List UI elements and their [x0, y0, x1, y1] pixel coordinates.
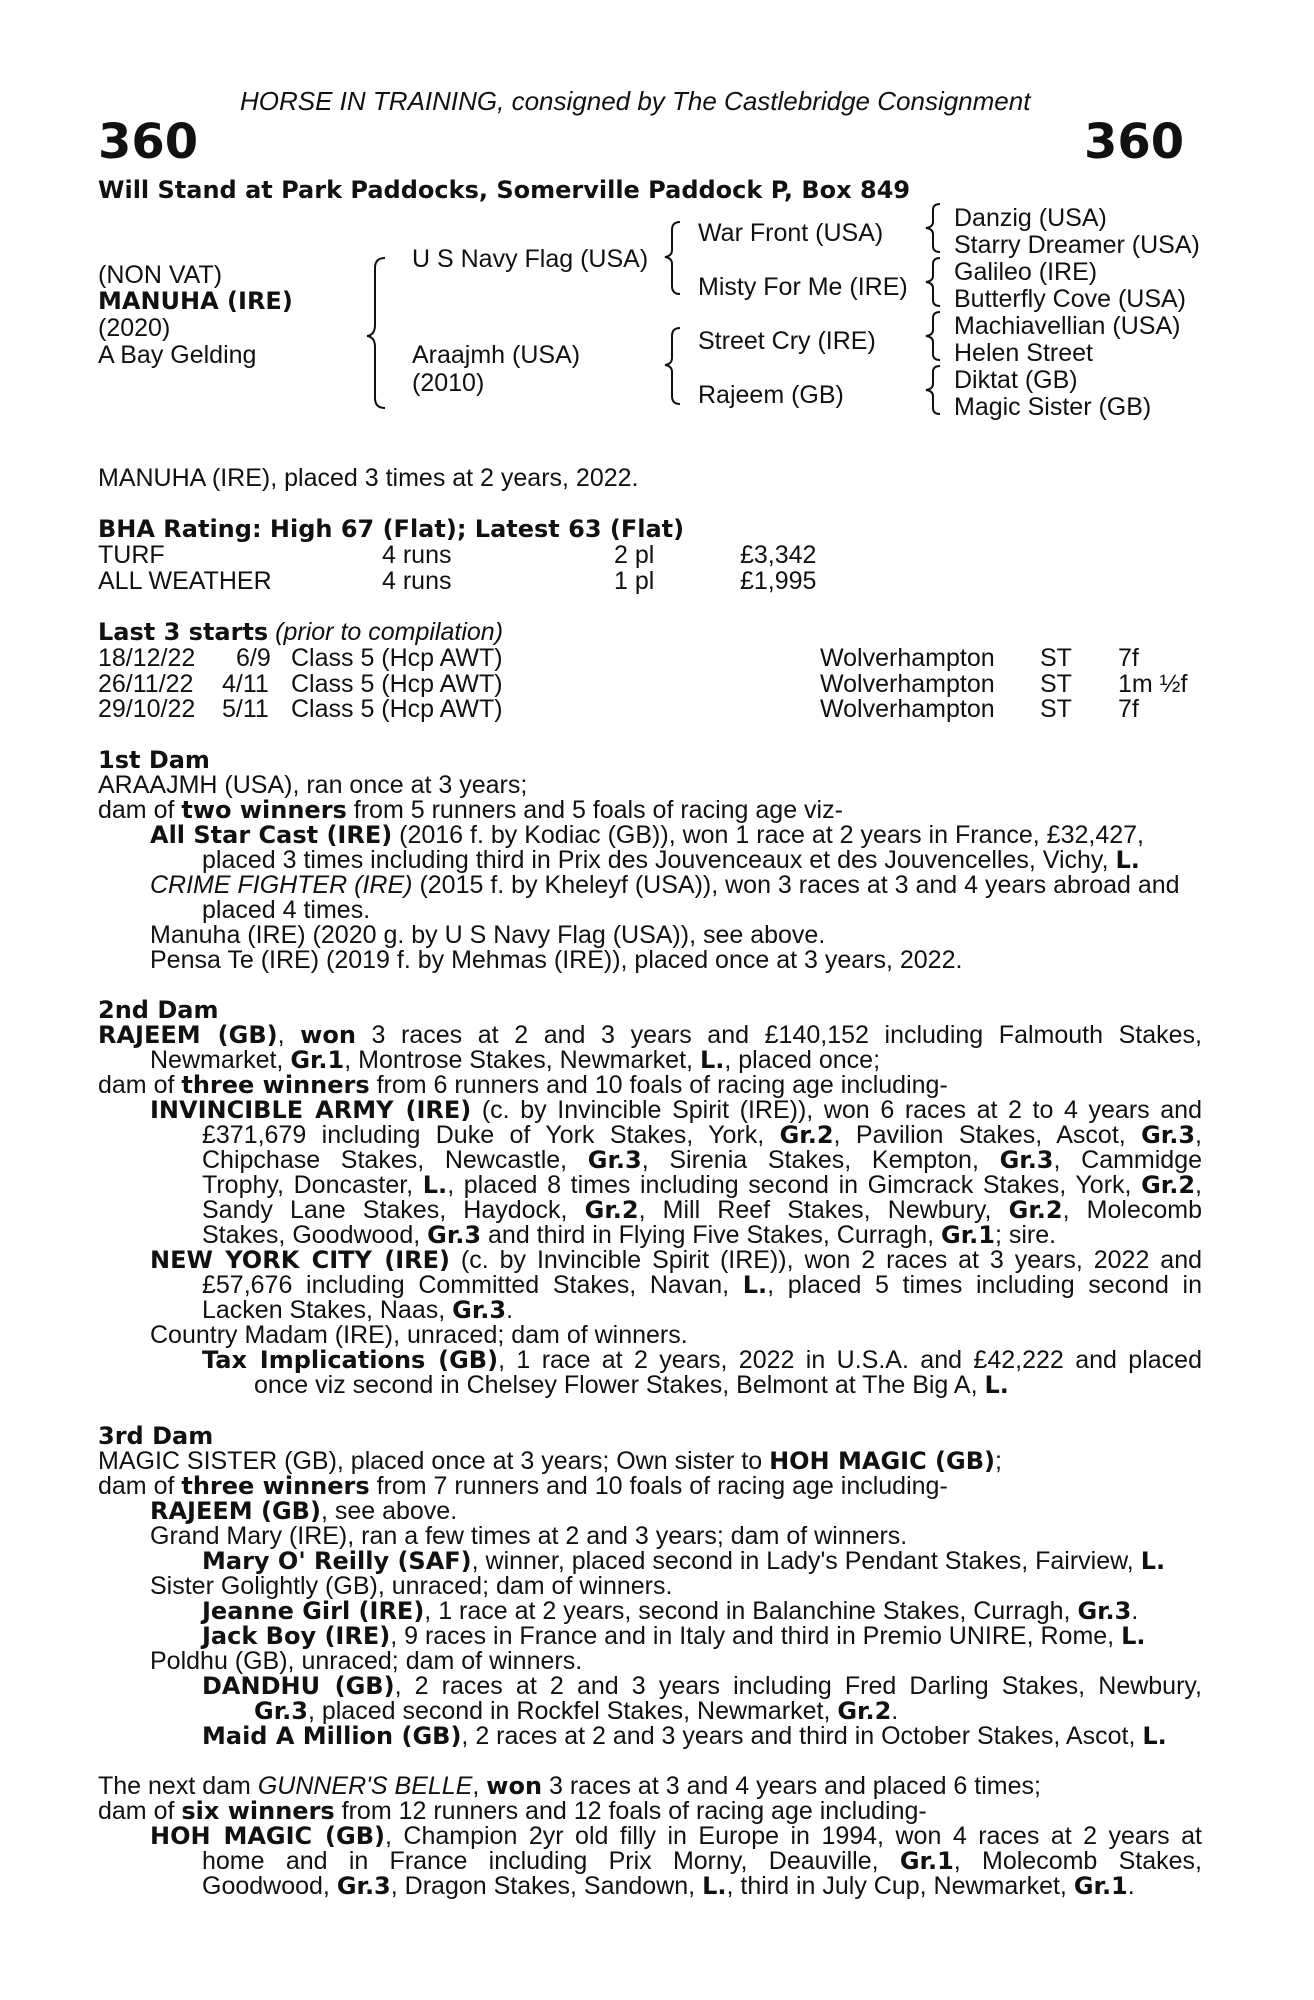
dam1-heading: 1st Dam	[98, 746, 210, 774]
start-course: Wolverhampton	[820, 695, 995, 723]
dam2-entry: Lacken Stakes, Naas, Gr.3.	[202, 1296, 514, 1324]
start-class: Class 5 (Hcp AWT)	[291, 695, 503, 723]
rating-runs: 4 runs	[382, 541, 452, 569]
dam4-entry: Goodwood, Gr.3, Dragon Stakes, Sandown, L., third in July Cup, Newmarket, Gr.1.	[202, 1872, 1135, 1900]
start-course: Wolverhampton	[820, 644, 995, 672]
horse-year: (2020)	[98, 314, 171, 342]
vat-status: (NON VAT)	[98, 261, 223, 289]
rating-placed: 1 pl	[614, 567, 655, 595]
dam3-entry: Grand Mary (IRE), ran a few times at 2 and 3 years; dam of winners.	[150, 1522, 908, 1550]
dam2-entry: Chipchase Stakes, Newcastle, Gr.3, Sirenia Stakes, Kempton, Gr.3, Cammidge	[202, 1146, 1203, 1174]
dam2-entry: Sandy Lane Stakes, Haydock, Gr.2, Mill Reef Stakes, Newbury, Gr.2, Molecomb	[202, 1196, 1202, 1224]
dam3-entry: Mary O' Reilly (SAF), winner, placed second in Lady's Pendant Stakes, Fairview, L.	[202, 1547, 1166, 1575]
pedigree-dam-dam: Rajeem (GB)	[698, 381, 844, 409]
dam4-entry: home and in France including Prix Morny, Deauville, Gr.1, Molecomb Stakes,	[202, 1847, 1202, 1875]
start-class: Class 5 (Hcp AWT)	[291, 644, 503, 672]
pedigree-dss: Machiavellian (USA)	[954, 312, 1181, 340]
start-distance: 7f	[1118, 644, 1139, 672]
start-date: 18/12/22	[98, 644, 196, 672]
dam1-line: ARAAJMH (USA), ran once at 3 years;	[98, 771, 528, 799]
page-subtitle: HORSE IN TRAINING, consigned by The Castlebridge Consignment	[240, 86, 1031, 116]
dam1-entry: placed 3 times including third in Prix des Jouvenceaux et des Jouvencelles, Vichy, L.	[202, 846, 1140, 874]
dam3-entry: Maid A Million (GB), 2 races at 2 and 3 years and third in October Stakes, Ascot, L.	[202, 1722, 1167, 1750]
dam2-entry: INVINCIBLE ARMY (IRE) (c. by Invincible Spirit (IRE)), won 6 races at 2 to 4 years and	[150, 1096, 1202, 1124]
lot-number-right: 360	[1084, 114, 1185, 170]
brace-sire	[665, 222, 680, 294]
horse-name: MANUHA (IRE)	[98, 287, 293, 315]
start-row	[0, 645, 1314, 671]
pedigree-ssd: Starry Dreamer (USA)	[954, 231, 1200, 259]
start-date: 26/11/22	[98, 670, 194, 698]
dam1-line: dam of two winners from 5 runners and 5 foals of racing age viz-	[98, 796, 843, 824]
rating-surface: TURF	[98, 541, 165, 569]
rating-row-turf	[0, 542, 1314, 568]
start-distance: 7f	[1118, 695, 1139, 723]
pedigree-sire: U S Navy Flag (USA)	[412, 245, 649, 273]
pedigree-dam-year: (2010)	[412, 369, 485, 397]
dam4-line: dam of six winners from 12 runners and 12 foals of racing age including-	[98, 1797, 927, 1825]
dam3-entry: DANDHU (GB), 2 races at 2 and 3 years including Fred Darling Stakes, Newbury,	[202, 1672, 1202, 1700]
dam2-entry: £57,676 including Committed Stakes, Navan, L., placed 5 times including second in	[202, 1271, 1202, 1299]
start-row	[0, 696, 1314, 722]
dam1-entry: All Star Cast (IRE) (2016 f. by Kodiac (GB)), won 1 race at 2 years in France, £32,427,	[150, 821, 1144, 849]
dam2-line: RAJEEM (GB), won 3 races at 2 and 3 years and £140,152 including Falmouth Stakes,	[98, 1021, 1202, 1049]
start-position: 4/11	[222, 670, 269, 698]
dam4-line: The next dam GUNNER'S BELLE, won 3 races at 3 and 4 years and placed 6 times;	[98, 1772, 1041, 1800]
pedigree-sire-dam: Misty For Me (IRE)	[698, 273, 908, 301]
pedigree-dam: Araajmh (USA)	[412, 341, 581, 369]
pedigree-sds: Galileo (IRE)	[954, 258, 1098, 286]
start-course: Wolverhampton	[820, 670, 995, 698]
start-position: 5/11	[222, 695, 269, 723]
dam2-entry: Country Madam (IRE), unraced; dam of winners.	[150, 1321, 688, 1349]
dam3-entry: Poldhu (GB), unraced; dam of winners.	[150, 1647, 583, 1675]
start-distance: 1m ½f	[1118, 670, 1188, 698]
rating-runs: 4 runs	[382, 567, 452, 595]
dam2-entry: NEW YORK CITY (IRE) (c. by Invincible Spirit (IRE)), won 2 races at 3 years, 2022 and	[150, 1246, 1203, 1274]
dam1-entry: Pensa Te (IRE) (2019 f. by Mehmas (IRE)), placed once at 3 years, 2022.	[150, 946, 963, 974]
rating-prize: £1,995	[740, 567, 817, 595]
bha-rating-heading: BHA Rating: High 67 (Flat); Latest 63 (Flat)	[98, 515, 685, 543]
last-starts-heading	[98, 619, 503, 645]
start-going: ST	[1040, 670, 1072, 698]
dam2-entry: Stakes, Goodwood, Gr.3 and third in Flying Five Stakes, Curragh, Gr.1; sire.	[202, 1221, 1057, 1249]
dam2-line: dam of three winners from 6 runners and 10 foals of racing age including-	[98, 1071, 948, 1099]
stand-location: Will Stand at Park Paddocks, Somerville Paddock P, Box 849	[98, 176, 911, 204]
dam2-entry: Tax Implications (GB), 1 race at 2 years, 2022 in U.S.A. and £42,222 and placed	[202, 1346, 1202, 1374]
brace-dd	[926, 366, 940, 414]
brace-dam	[665, 328, 680, 404]
pedigree-dsd: Helen Street	[954, 339, 1093, 367]
dam2-entry: £371,679 including Duke of York Stakes, York, Gr.2, Pavilion Stakes, Ascot, Gr.3,	[202, 1121, 1202, 1149]
dam2-entry: Trophy, Doncaster, L., placed 8 times including second in Gimcrack Stakes, York, Gr.2,	[202, 1171, 1202, 1199]
dam3-entry: RAJEEM (GB), see above.	[150, 1497, 458, 1525]
dam4-entry: HOH MAGIC (GB), Champion 2yr old filly in Europe in 1994, won 4 races at 2 years at	[150, 1822, 1202, 1850]
start-going: ST	[1040, 695, 1072, 723]
pedigree-sss: Danzig (USA)	[954, 204, 1107, 232]
brace-ds	[926, 312, 940, 360]
dam3-line: MAGIC SISTER (GB), placed once at 3 years; Own sister to HOH MAGIC (GB);	[98, 1447, 1002, 1475]
rating-surface: ALL WEATHER	[98, 567, 272, 595]
dam3-entry: Jack Boy (IRE), 9 races in France and in Italy and third in Premio UNIRE, Rome, L.	[202, 1622, 1146, 1650]
pedigree-dds: Diktat (GB)	[954, 366, 1078, 394]
brace-main	[367, 258, 385, 408]
start-date: 29/10/22	[98, 695, 196, 723]
dam3-line: dam of three winners from 7 runners and 10 foals of racing age including-	[98, 1472, 948, 1500]
dam1-entry: placed 4 times.	[202, 896, 371, 924]
start-class: Class 5 (Hcp AWT)	[291, 670, 503, 698]
pedigree-braces	[0, 0, 1314, 430]
pedigree-ddd: Magic Sister (GB)	[954, 393, 1152, 421]
pedigree-sire-sire: War Front (USA)	[698, 219, 884, 247]
pedigree-dam-sire: Street Cry (IRE)	[698, 327, 876, 355]
dam3-entry: Jeanne Girl (IRE), 1 race at 2 years, second in Balanchine Stakes, Curragh, Gr.3.	[202, 1597, 1139, 1625]
rating-row-aw	[0, 568, 1314, 594]
brace-sd	[926, 258, 940, 306]
start-going: ST	[1040, 644, 1072, 672]
dam2-heading: 2nd Dam	[98, 996, 219, 1024]
race-summary: MANUHA (IRE), placed 3 times at 2 years, 2022.	[98, 464, 639, 492]
brace-ss	[926, 204, 940, 252]
lot-number-left: 360	[98, 114, 199, 170]
dam3-entry: Sister Golightly (GB), unraced; dam of winners.	[150, 1572, 673, 1600]
rating-placed: 2 pl	[614, 541, 655, 569]
dam1-entry: Manuha (IRE) (2020 g. by U S Navy Flag (USA)), see above.	[150, 921, 826, 949]
start-position: 6/9	[236, 644, 271, 672]
dam2-line: Newmarket, Gr.1, Montrose Stakes, Newmarket, L., placed once;	[150, 1046, 881, 1074]
dam2-entry: once viz second in Chelsey Flower Stakes, Belmont at The Big A, L.	[254, 1371, 1009, 1399]
dam3-entry: Gr.3, placed second in Rockfel Stakes, Newmarket, Gr.2.	[254, 1697, 899, 1725]
dam1-entry: CRIME FIGHTER (IRE) (2015 f. by Kheleyf (USA)), won 3 races at 3 and 4 years abroad and	[150, 871, 1180, 899]
last-starts-note: (prior to compilation)	[275, 618, 504, 646]
pedigree-sdd: Butterfly Cove (USA)	[954, 285, 1187, 313]
horse-description: A Bay Gelding	[98, 341, 257, 369]
last-starts-title: Last 3 starts	[98, 618, 269, 646]
rating-prize: £3,342	[740, 541, 817, 569]
dam3-heading: 3rd Dam	[98, 1422, 214, 1450]
start-row	[0, 671, 1314, 697]
